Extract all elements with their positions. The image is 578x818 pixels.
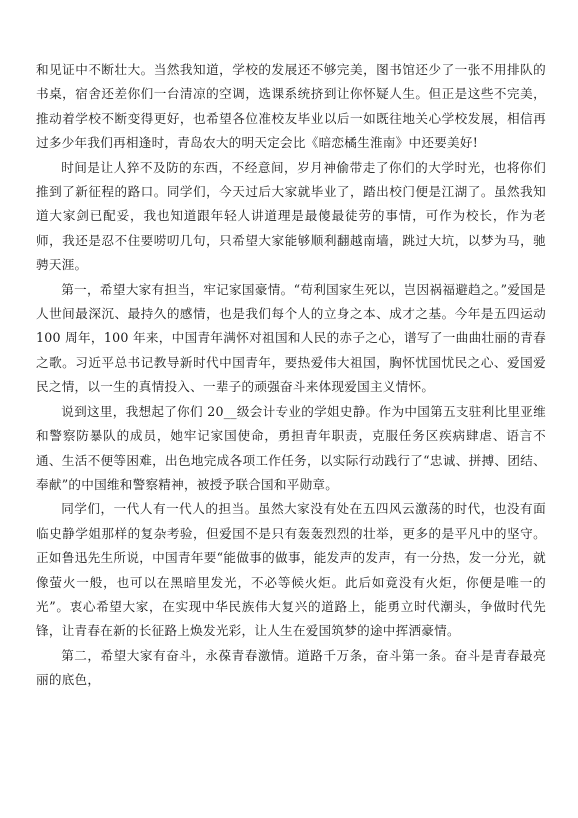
paragraph-1: 和见证中不断壮大。当然我知道，学校的发展还不够完美，图书馆还少了一张不用排队的书桌，宿舍还差你们一台清凉的空调，选课系统挤到让你怀疑人生。但正是这些不完美，推动着学校不断变得更好，也希望各位准校友毕业以后一如既往地关心学校发展，相信再过多少年我们再相逢时，青岛农大的明天定会比《暗恋橘生淮南》中还要美好! [36, 62, 546, 151]
document-body [36, 58, 546, 693]
paragraph-4: 说到这里，我想起了你们 20__级会计专业的学姐史静。作为中国第五支驻利比里亚维和警察防暴队的成员，她牢记家国使命，勇担青年职责，克服任务区疾病肆虐、语言不通、生活不便等困难，出色地完成各项工作任务，以实际行动践行了“忠诚、拼搏、团结、奉献”的中国维和警察精神，被授予联合国和平勋章。 [36, 403, 546, 492]
paragraph-2: 时间是让人猝不及防的东西，不经意间，岁月神偷带走了你们的大学时光，也将你们推到了新征程的路口。同学们，今天过后大家就毕业了，踏出校门便是江湖了。虽然我知道大家剑已配妥，我也知道跟年轻人讲道理是最傻最徒劳的事情，可作为校长，作为老师，我还是忍不住要唠叨几句，只希望大家能够顺利翻越南墙，跳过大坑，以梦为马，驰骋天涯。 [36, 159, 546, 273]
paragraph-3: 第一，希望大家有担当，牢记家国豪情。“苟利国家生死以，岂因祸福避趋之。”爱国是人世间最深沉、最持久的感情，也是我们每个人的立身之本、成才之基。今年是五四运动 100 周年，100 年来，中国青年满怀对祖国和人民的赤子之心，谱写了一曲曲壮丽的青春之歌。习近平总书记教导新时代中国青年，要热爱伟大祖国，胸怀忧国忧民之心、爱国爱民之情，以一生的真情投入、一辈子的顽强奋斗来体现爱国主义情怀。 [36, 281, 546, 395]
paragraph-5: 同学们，一代人有一代人的担当。虽然大家没有处在五四风云激荡的时代，也没有面临史静学姐那样的复杂考验，但爱国不是只有轰轰烈烈的壮举，更多的是平凡中的坚守。正如鲁迅先生所说，中国青年要“能做事的做事，能发声的发声，有一分热，发一分光，就像萤火一般，也可以在黑暗里发光，不必等候火炬。此后如竟没有火炬，你便是唯一的光”。衷心希望大家，在实现中华民族伟大复兴的道路上，能勇立时代潮头，争做时代先锋，让青春在新的长征路上焕发光彩，让人生在爱国筑梦的途中挥洒豪情。 [36, 501, 546, 639]
paragraph-6: 第二，希望大家有奋斗，永葆青春激情。道路千万条，奋斗第一条。奋斗是青春最亮丽的底色， [36, 647, 546, 688]
